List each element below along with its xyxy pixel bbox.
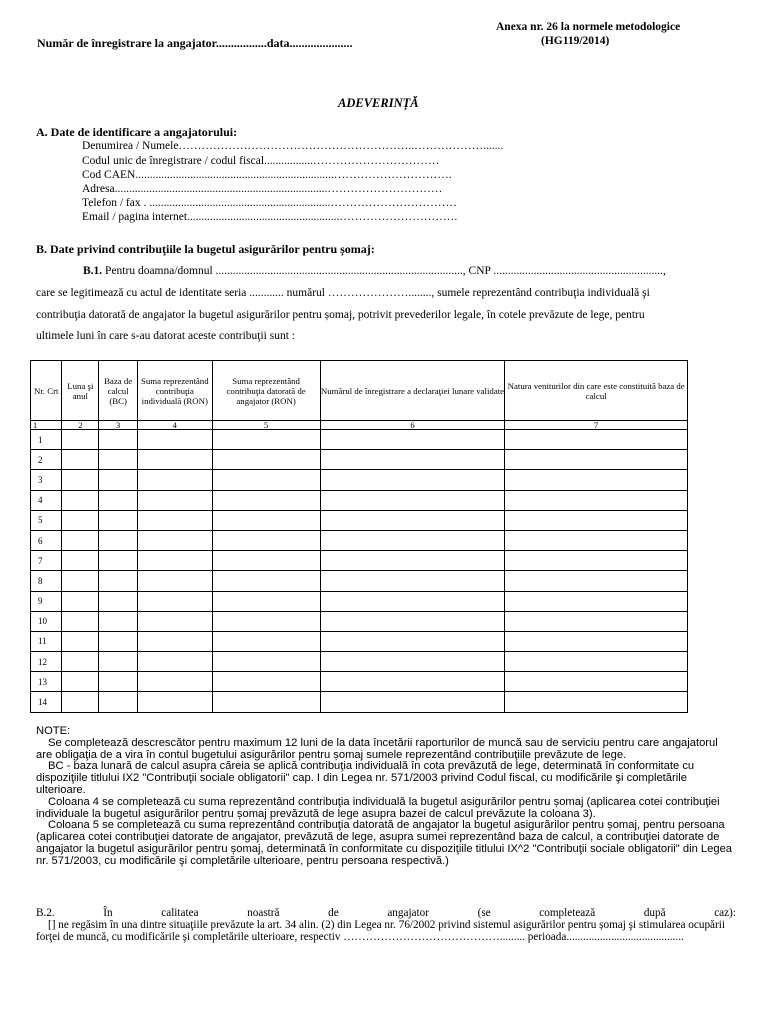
table-cell[interactable] <box>99 571 138 591</box>
header-individual-contribution: Suma reprezentând contribuţia individuală (RON) <box>138 361 213 421</box>
b2-word: după <box>643 907 666 919</box>
row-number: 14 <box>31 692 62 712</box>
table-cell[interactable] <box>212 571 320 591</box>
row-number: 9 <box>31 591 62 611</box>
table-cell[interactable] <box>138 490 213 510</box>
row-number: 1 <box>31 430 62 450</box>
table-row <box>31 430 688 450</box>
table-cell[interactable] <box>505 631 688 651</box>
b2-word: de <box>328 907 339 919</box>
table-cell[interactable] <box>212 430 320 450</box>
table-cell[interactable] <box>62 510 99 530</box>
row-number: 10 <box>31 611 62 631</box>
note-descending-months: Se completează descrescător pentru maximum 12 luni de la data încetării raporturilor de muncă sau de serviciu pentru care angajatorul are obligaţia de a vira în contul bugetului asigurărilor pentru șomaj sumele reprezentând contribuţiile prevăzute de lege. <box>36 736 718 761</box>
table-cell[interactable] <box>138 672 213 692</box>
table-cell[interactable] <box>62 591 99 611</box>
table-cell[interactable] <box>212 450 320 470</box>
table-cell[interactable] <box>62 530 99 550</box>
table-cell[interactable] <box>505 692 688 712</box>
notes-section <box>36 726 736 868</box>
table-cell[interactable] <box>212 652 320 672</box>
row-number: 7 <box>31 551 62 571</box>
table-cell[interactable] <box>320 611 505 631</box>
table-cell[interactable] <box>99 530 138 550</box>
table-cell[interactable] <box>138 551 213 571</box>
table-cell[interactable] <box>62 672 99 692</box>
row-number: 3 <box>31 470 62 490</box>
table-cell[interactable] <box>320 551 505 571</box>
b1-person-text: Pentru doamna/domnul ......................................................................................, CNP ..........................................................., <box>102 265 666 277</box>
field-phone-fax[interactable]: Telefon / fax . ...............................................................…………………………… <box>82 197 457 209</box>
table-cell[interactable] <box>138 510 213 530</box>
b2-word: noastră <box>247 907 280 919</box>
table-row <box>31 571 688 591</box>
column-number: 5 <box>212 421 320 430</box>
table-cell[interactable] <box>505 551 688 571</box>
table-cell[interactable] <box>212 530 320 550</box>
table-cell[interactable] <box>99 611 138 631</box>
table-cell[interactable] <box>320 692 505 712</box>
table-cell[interactable] <box>505 430 688 450</box>
section-b-heading: B. Date privind contribuţiile la bugetul asigurărilor pentru șomaj: <box>36 242 375 256</box>
table-cell[interactable] <box>62 450 99 470</box>
row-number: 6 <box>31 530 62 550</box>
b2-word: calitatea <box>161 907 199 919</box>
table-cell[interactable] <box>62 490 99 510</box>
field-email-website[interactable]: Email / pagina internet.....................................................…………………………. <box>82 211 458 223</box>
table-cell[interactable] <box>99 631 138 651</box>
table-cell[interactable] <box>138 611 213 631</box>
table-cell[interactable] <box>505 571 688 591</box>
b2-word: (se <box>477 907 491 919</box>
column-number: 7 <box>505 421 688 430</box>
registration-line[interactable]: Număr de înregistrare la angajator.................data..................... <box>37 36 353 50</box>
table-cell[interactable] <box>99 450 138 470</box>
field-address[interactable]: Adresa..........................................................................………………………… <box>82 183 443 195</box>
column-number: 1 <box>31 421 62 430</box>
table-cell[interactable] <box>212 470 320 490</box>
table-cell[interactable] <box>505 611 688 631</box>
table-cell[interactable] <box>212 672 320 692</box>
table-cell[interactable] <box>320 530 505 550</box>
table-cell[interactable] <box>320 571 505 591</box>
table-row <box>31 631 688 651</box>
table-cell[interactable] <box>320 470 505 490</box>
header-employer-contribution: Suma reprezentând contribuţia datorată de angajator (RON) <box>212 361 320 421</box>
table-row <box>31 510 688 530</box>
table-cell[interactable] <box>505 450 688 470</box>
table-cell[interactable] <box>62 611 99 631</box>
table-cell[interactable] <box>99 470 138 490</box>
notes-heading: NOTE: <box>36 725 71 737</box>
table-cell[interactable] <box>138 430 213 450</box>
row-number: 4 <box>31 490 62 510</box>
table-cell[interactable] <box>138 450 213 470</box>
row-number: 12 <box>31 652 62 672</box>
table-cell[interactable] <box>320 450 505 470</box>
table-cell[interactable] <box>505 672 688 692</box>
table-cell[interactable] <box>138 470 213 490</box>
b2-word: În <box>103 907 113 919</box>
table-cell[interactable] <box>99 551 138 571</box>
b1-id-line[interactable]: care se legitimează cu actul de identitate seria ............ numărul …………………........, sumele reprezentând contribuţia individuală şi <box>36 287 650 299</box>
b2-section <box>36 907 736 943</box>
table-cell[interactable] <box>212 490 320 510</box>
table-cell[interactable] <box>505 652 688 672</box>
column-number: 3 <box>99 421 138 430</box>
table-cell[interactable] <box>62 470 99 490</box>
table-cell[interactable] <box>138 692 213 712</box>
table-cell[interactable] <box>138 652 213 672</box>
table-cell[interactable] <box>320 652 505 672</box>
table-cell[interactable] <box>99 591 138 611</box>
table-cell[interactable] <box>62 652 99 672</box>
table-cell[interactable] <box>138 571 213 591</box>
table-cell[interactable] <box>320 510 505 530</box>
table-cell[interactable] <box>320 672 505 692</box>
header-month-year: Luna şi anul <box>62 361 99 421</box>
header-declaration-number: Numărul de înregistrare a declaraţiei lunare validate <box>320 361 505 421</box>
table-cell[interactable] <box>212 611 320 631</box>
table-cell[interactable] <box>99 510 138 530</box>
table-row <box>31 611 688 631</box>
field-fiscal-code[interactable]: Codul unic de înregistrare / codul fiscal.................…………………………… <box>82 155 440 167</box>
note-column-5: Coloana 5 se completează cu suma reprezentând contribuţia datorată de angajator la bugetul asigurărilor pentru șomaj, pentru persoana (aplicarea cotei contribuţiei datorate de angajator, prevăzută de lege, asupra sumei reprezentând baza de calcul, a contribuţiei datorate de angajator la bugetul asigurărilor pentru șomaj, determinată în conformitate cu dispoziţiile titlului IX^2 "Contribuţii sociale obligatorii" din Legea nr. 571/2003, cu modificările şi completările ulterioare, pentru persoana respectivă.) <box>36 819 733 867</box>
table-cell[interactable] <box>320 591 505 611</box>
table-row <box>31 692 688 712</box>
table-body <box>31 430 688 713</box>
row-number: 8 <box>31 571 62 591</box>
b1-months-line: ultimele luni în care s-au datorat aceste contribuţii sunt : <box>36 330 295 342</box>
b1-contribution-line: contribuţia datorată de angajator la bugetul asigurărilor pentru șomaj, potrivit prevederilor legale, în cotele prevăzute de lege, pentru <box>36 309 645 321</box>
table-cell[interactable] <box>212 551 320 571</box>
b1-label: B.1. <box>83 265 103 277</box>
table-cell[interactable] <box>138 530 213 550</box>
header-nr-crt: Nr. Crt <box>31 361 62 421</box>
table-row <box>31 652 688 672</box>
table-cell[interactable] <box>212 692 320 712</box>
table-row <box>31 551 688 571</box>
table-cell[interactable] <box>62 631 99 651</box>
table-cell[interactable] <box>505 510 688 530</box>
contributions-table <box>30 360 688 713</box>
table-cell[interactable] <box>138 631 213 651</box>
table-cell[interactable] <box>62 551 99 571</box>
row-number: 11 <box>31 631 62 651</box>
table-cell[interactable] <box>99 672 138 692</box>
header-calculation-base: Baza de calcul (BC) <box>99 361 138 421</box>
table-row <box>31 490 688 510</box>
column-number: 6 <box>320 421 505 430</box>
table-row <box>31 450 688 470</box>
header-income-nature: Natura veniturilor din care este constituită baza de calcul <box>505 361 688 421</box>
document-title: ADEVERINȚĂ <box>338 96 419 110</box>
b1-person-line[interactable] <box>83 265 666 277</box>
field-employer-name[interactable]: Denumirea / Numele……………………………………………………..………………....... <box>82 140 504 152</box>
table-cell[interactable] <box>212 631 320 651</box>
table-cell[interactable] <box>505 591 688 611</box>
table-cell[interactable] <box>212 510 320 530</box>
note-column-4: Coloana 4 se completează cu suma reprezentând contribuţia individuală la bugetul asigurărilor pentru șomaj (aplicarea cotei contribuţiei individuale la bugetul asigurărilor pentru șomaj prevăzută de lege asupra bazei de calcul prevăzute la coloana 3). <box>36 795 720 820</box>
note-calculation-base: BC - baza lunară de calcul asupra căreia se aplică contribuţia individuală în cota prevăzută de lege, determinată în conformitate cu dispoziţiile titlului IX2 "Contribuţii sociale obligatorii" cap. I din Legea nr. 571/2003 privind Codul fiscal, cu modificările şi completările ulterioare. <box>36 760 695 796</box>
table-cell[interactable] <box>62 692 99 712</box>
table-cell[interactable] <box>320 430 505 450</box>
field-caen-code[interactable]: Cod CAEN.....................................................................…………………………. <box>82 169 452 181</box>
column-numbers-row <box>31 421 688 430</box>
section-a-heading: A. Date de identificare a angajatorului: <box>36 125 238 139</box>
row-number: 13 <box>31 672 62 692</box>
column-number: 4 <box>138 421 213 430</box>
table-row <box>31 672 688 692</box>
b2-word: caz): <box>714 907 736 919</box>
column-number: 2 <box>62 421 99 430</box>
table-row <box>31 591 688 611</box>
b2-word: angajator <box>387 907 429 919</box>
row-number: 2 <box>31 450 62 470</box>
table-cell[interactable] <box>505 490 688 510</box>
table-cell[interactable] <box>99 692 138 712</box>
b2-checkbox-statement[interactable]: [] ne regăsim în una dintre situaţiile prevăzute la art. 34 alin. (2) din Legea nr. 76/2002 privind sistemul asigurărilor pentru șomaj şi stimularea ocupării forţei de muncă, cu modificările şi completările ulterioare, respectiv ……………………………………......... perioada.......................................... <box>36 919 725 943</box>
table-cell[interactable] <box>320 490 505 510</box>
annex-reference: Anexa nr. 26 la normele metodologice <box>496 21 681 33</box>
b2-word: completează <box>539 907 596 919</box>
table-row <box>31 470 688 490</box>
table-cell[interactable] <box>138 591 213 611</box>
table-cell[interactable] <box>212 591 320 611</box>
b2-intro-line <box>36 907 736 919</box>
row-number: 5 <box>31 510 62 530</box>
annex-hg-reference: (HG119/2014) <box>541 35 610 47</box>
table-row <box>31 530 688 550</box>
table-cell[interactable] <box>99 430 138 450</box>
b2-word: B.2. <box>36 907 55 919</box>
table-cell[interactable] <box>99 652 138 672</box>
table-cell[interactable] <box>62 430 99 450</box>
table-cell[interactable] <box>505 470 688 490</box>
table-header-row <box>31 361 688 421</box>
table-cell[interactable] <box>505 530 688 550</box>
table-cell[interactable] <box>99 490 138 510</box>
table-cell[interactable] <box>320 631 505 651</box>
table-cell[interactable] <box>62 571 99 591</box>
